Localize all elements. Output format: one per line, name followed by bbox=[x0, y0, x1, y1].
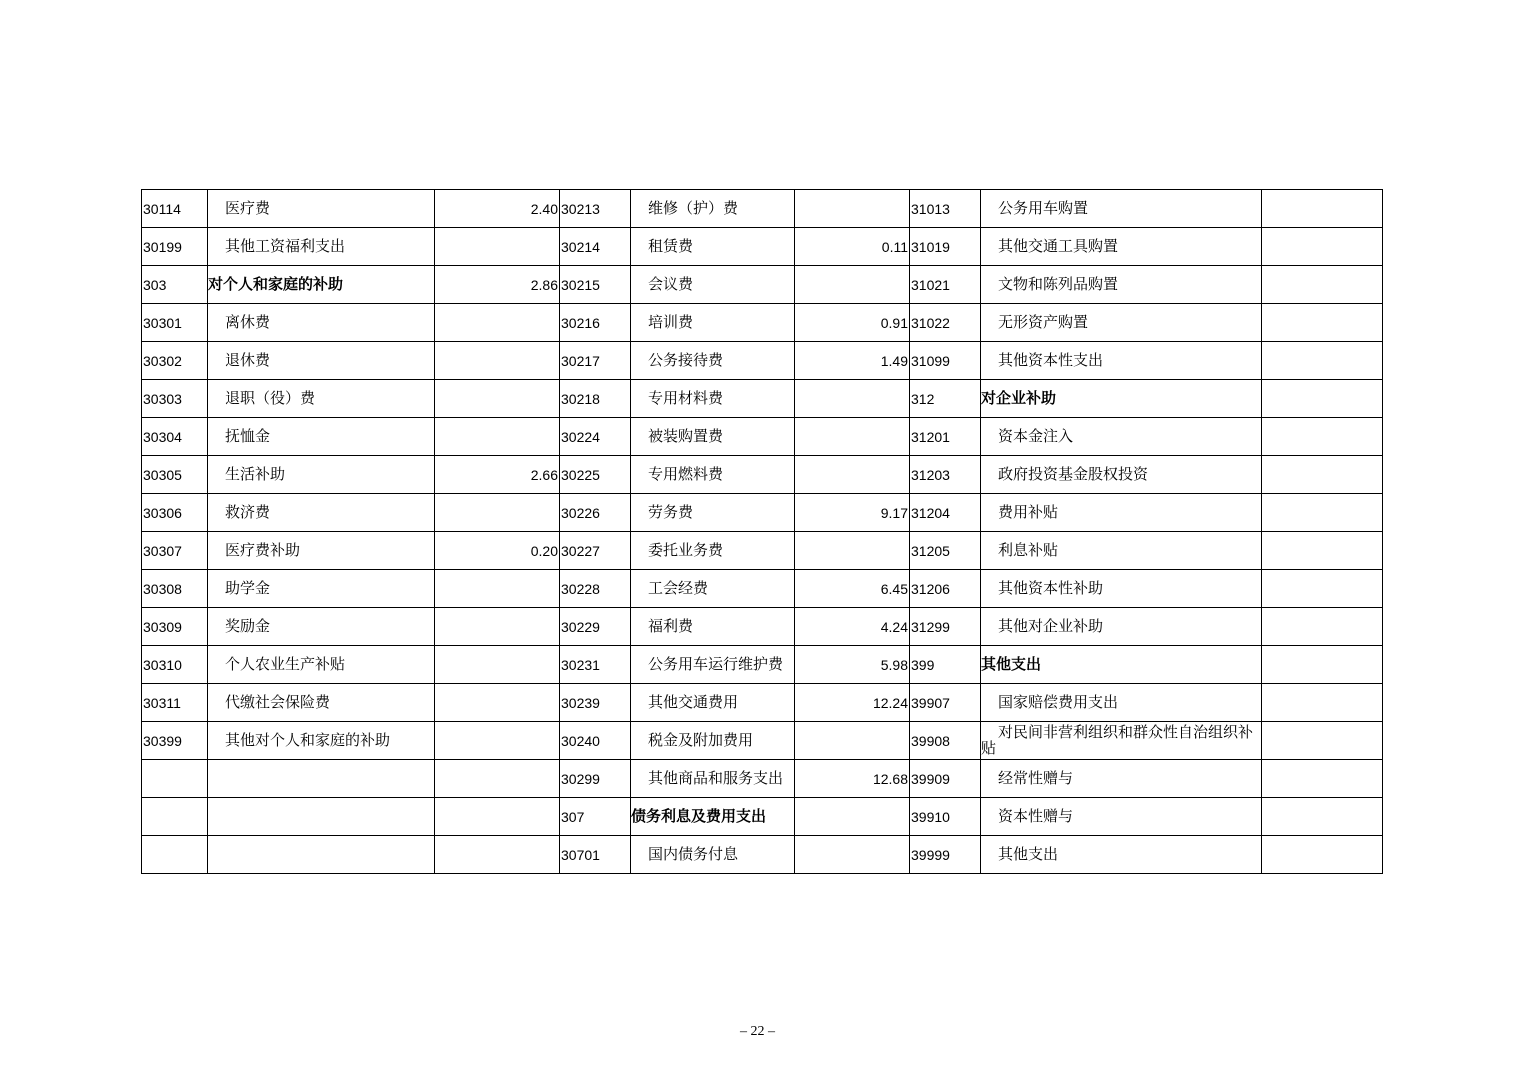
page-number: – 22 – bbox=[740, 1024, 775, 1039]
cell-name: 委托业务费 bbox=[631, 532, 795, 570]
cell-amount: 12.24 bbox=[795, 684, 910, 722]
cell-name: 资本性赠与 bbox=[981, 798, 1262, 836]
cell-code: 30311 bbox=[142, 684, 208, 722]
cell-code: 31299 bbox=[910, 608, 981, 646]
cell-amount: 5.98 bbox=[795, 646, 910, 684]
cell-code: 30299 bbox=[560, 760, 631, 798]
cell-code: 39999 bbox=[910, 836, 981, 874]
cell-name: 退职（役）费 bbox=[208, 380, 435, 418]
cell-name: 利息补贴 bbox=[981, 532, 1262, 570]
cell-code: 30310 bbox=[142, 646, 208, 684]
cell-amount bbox=[795, 266, 910, 304]
cell-code: 31021 bbox=[910, 266, 981, 304]
cell-amount: 0.91 bbox=[795, 304, 910, 342]
table-row bbox=[142, 418, 1383, 456]
cell-amount bbox=[1262, 494, 1383, 532]
cell-name: 劳务费 bbox=[631, 494, 795, 532]
cell-name: 其他交通费用 bbox=[631, 684, 795, 722]
cell-amount bbox=[435, 760, 560, 798]
cell-code bbox=[142, 836, 208, 874]
cell-code: 30231 bbox=[560, 646, 631, 684]
cell-amount: 1.49 bbox=[795, 342, 910, 380]
cell-amount: 0.11 bbox=[795, 228, 910, 266]
cell-name: 公务用车购置 bbox=[981, 190, 1262, 228]
cell-amount: 2.40 bbox=[435, 190, 560, 228]
cell-name: 助学金 bbox=[208, 570, 435, 608]
cell-name: 租赁费 bbox=[631, 228, 795, 266]
cell-code: 30114 bbox=[142, 190, 208, 228]
cell-amount bbox=[435, 798, 560, 836]
cell-code bbox=[142, 760, 208, 798]
cell-code: 39910 bbox=[910, 798, 981, 836]
table-row bbox=[142, 304, 1383, 342]
table-row bbox=[142, 836, 1383, 874]
cell-name: 税金及附加费用 bbox=[631, 722, 795, 760]
cell-amount bbox=[435, 722, 560, 760]
cell-code: 30309 bbox=[142, 608, 208, 646]
cell-amount bbox=[1262, 190, 1383, 228]
cell-amount: 2.86 bbox=[435, 266, 560, 304]
cell-amount bbox=[435, 228, 560, 266]
cell-name: 公务接待费 bbox=[631, 342, 795, 380]
cell-amount: 6.45 bbox=[795, 570, 910, 608]
cell-code: 30302 bbox=[142, 342, 208, 380]
cell-amount bbox=[1262, 570, 1383, 608]
cell-name: 其他商品和服务支出 bbox=[631, 760, 795, 798]
cell-amount bbox=[435, 646, 560, 684]
cell-name: 其他对企业补助 bbox=[981, 608, 1262, 646]
cell-name: 医疗费补助 bbox=[208, 532, 435, 570]
cell-amount bbox=[1262, 608, 1383, 646]
table-row bbox=[142, 722, 1383, 760]
cell-name bbox=[208, 836, 435, 874]
cell-name: 其他工资福利支出 bbox=[208, 228, 435, 266]
cell-amount bbox=[795, 836, 910, 874]
cell-name: 资本金注入 bbox=[981, 418, 1262, 456]
cell-name: 政府投资基金股权投资 bbox=[981, 456, 1262, 494]
cell-name: 对个人和家庭的补助 bbox=[208, 266, 435, 304]
cell-code: 30701 bbox=[560, 836, 631, 874]
cell-amount: 4.24 bbox=[795, 608, 910, 646]
cell-amount bbox=[795, 722, 910, 760]
cell-code: 30305 bbox=[142, 456, 208, 494]
cell-code: 30307 bbox=[142, 532, 208, 570]
cell-amount bbox=[435, 608, 560, 646]
cell-code: 30217 bbox=[560, 342, 631, 380]
cell-amount bbox=[435, 380, 560, 418]
cell-name: 对企业补助 bbox=[981, 380, 1262, 418]
cell-code: 30399 bbox=[142, 722, 208, 760]
cell-amount bbox=[435, 836, 560, 874]
cell-name: 其他资本性支出 bbox=[981, 342, 1262, 380]
table-row bbox=[142, 798, 1383, 836]
cell-code: 31204 bbox=[910, 494, 981, 532]
cell-amount bbox=[1262, 646, 1383, 684]
cell-name: 其他支出 bbox=[981, 836, 1262, 874]
table-row bbox=[142, 646, 1383, 684]
cell-name: 奖励金 bbox=[208, 608, 435, 646]
cell-code: 31206 bbox=[910, 570, 981, 608]
cell-code: 30225 bbox=[560, 456, 631, 494]
table-row bbox=[142, 190, 1383, 228]
cell-name: 其他支出 bbox=[981, 646, 1262, 684]
cell-code: 30214 bbox=[560, 228, 631, 266]
cell-amount bbox=[1262, 380, 1383, 418]
table-row bbox=[142, 380, 1383, 418]
table-row bbox=[142, 494, 1383, 532]
cell-amount bbox=[435, 494, 560, 532]
cell-name: 退休费 bbox=[208, 342, 435, 380]
cell-code: 31205 bbox=[910, 532, 981, 570]
cell-amount bbox=[1262, 342, 1383, 380]
table-row bbox=[142, 266, 1383, 304]
table-row bbox=[142, 684, 1383, 722]
cell-amount bbox=[1262, 836, 1383, 874]
cell-code: 30215 bbox=[560, 266, 631, 304]
cell-code: 31013 bbox=[910, 190, 981, 228]
cell-code: 31203 bbox=[910, 456, 981, 494]
table-row bbox=[142, 228, 1383, 266]
cell-code: 39908 bbox=[910, 722, 981, 760]
cell-name: 费用补贴 bbox=[981, 494, 1262, 532]
cell-code: 39907 bbox=[910, 684, 981, 722]
cell-amount bbox=[795, 190, 910, 228]
cell-name: 专用燃料费 bbox=[631, 456, 795, 494]
cell-code: 30199 bbox=[142, 228, 208, 266]
cell-name: 其他对个人和家庭的补助 bbox=[208, 722, 435, 760]
cell-name: 会议费 bbox=[631, 266, 795, 304]
cell-code: 30213 bbox=[560, 190, 631, 228]
cell-name: 工会经费 bbox=[631, 570, 795, 608]
cell-code: 30301 bbox=[142, 304, 208, 342]
cell-code: 30306 bbox=[142, 494, 208, 532]
cell-name: 其他交通工具购置 bbox=[981, 228, 1262, 266]
cell-name: 债务利息及费用支出 bbox=[631, 798, 795, 836]
expenditure-table bbox=[141, 189, 1383, 874]
cell-amount bbox=[1262, 456, 1383, 494]
table-row bbox=[142, 570, 1383, 608]
cell-amount bbox=[435, 304, 560, 342]
cell-code: 30227 bbox=[560, 532, 631, 570]
cell-amount: 12.68 bbox=[795, 760, 910, 798]
cell-name: 国家赔偿费用支出 bbox=[981, 684, 1262, 722]
cell-code: 399 bbox=[910, 646, 981, 684]
cell-code: 30228 bbox=[560, 570, 631, 608]
cell-amount bbox=[435, 570, 560, 608]
table-row bbox=[142, 342, 1383, 380]
cell-amount bbox=[1262, 532, 1383, 570]
cell-amount bbox=[1262, 684, 1383, 722]
table-row bbox=[142, 532, 1383, 570]
table-row bbox=[142, 608, 1383, 646]
cell-name: 抚恤金 bbox=[208, 418, 435, 456]
cell-name: 国内债务付息 bbox=[631, 836, 795, 874]
cell-name: 救济费 bbox=[208, 494, 435, 532]
cell-amount bbox=[435, 684, 560, 722]
cell-code: 30224 bbox=[560, 418, 631, 456]
cell-amount bbox=[1262, 760, 1383, 798]
cell-name: 其他资本性补助 bbox=[981, 570, 1262, 608]
cell-name: 文物和陈列品购置 bbox=[981, 266, 1262, 304]
cell-name: 无形资产购置 bbox=[981, 304, 1262, 342]
cell-code: 312 bbox=[910, 380, 981, 418]
table-body bbox=[142, 190, 1383, 874]
cell-amount bbox=[795, 418, 910, 456]
cell-amount bbox=[795, 798, 910, 836]
cell-name: 专用材料费 bbox=[631, 380, 795, 418]
cell-name: 福利费 bbox=[631, 608, 795, 646]
cell-amount: 2.66 bbox=[435, 456, 560, 494]
cell-amount bbox=[1262, 228, 1383, 266]
cell-code: 30304 bbox=[142, 418, 208, 456]
cell-code: 31019 bbox=[910, 228, 981, 266]
cell-name: 生活补助 bbox=[208, 456, 435, 494]
cell-name: 经常性赠与 bbox=[981, 760, 1262, 798]
cell-amount bbox=[435, 342, 560, 380]
cell-name: 维修（护）费 bbox=[631, 190, 795, 228]
cell-code: 31099 bbox=[910, 342, 981, 380]
cell-code: 30216 bbox=[560, 304, 631, 342]
cell-amount: 9.17 bbox=[795, 494, 910, 532]
cell-name: 被装购置费 bbox=[631, 418, 795, 456]
table-row bbox=[142, 760, 1383, 798]
cell-name: 离休费 bbox=[208, 304, 435, 342]
cell-amount bbox=[1262, 304, 1383, 342]
cell-amount bbox=[795, 380, 910, 418]
cell-code: 303 bbox=[142, 266, 208, 304]
cell-code: 31022 bbox=[910, 304, 981, 342]
cell-amount bbox=[1262, 798, 1383, 836]
cell-code: 30240 bbox=[560, 722, 631, 760]
cell-name: 培训费 bbox=[631, 304, 795, 342]
cell-name bbox=[208, 760, 435, 798]
cell-code: 30303 bbox=[142, 380, 208, 418]
cell-code: 30218 bbox=[560, 380, 631, 418]
cell-name: 代缴社会保险费 bbox=[208, 684, 435, 722]
cell-code: 30239 bbox=[560, 684, 631, 722]
cell-amount bbox=[1262, 266, 1383, 304]
cell-code: 30229 bbox=[560, 608, 631, 646]
table-row bbox=[142, 456, 1383, 494]
cell-code: 307 bbox=[560, 798, 631, 836]
cell-code bbox=[142, 798, 208, 836]
cell-code: 30226 bbox=[560, 494, 631, 532]
cell-amount bbox=[1262, 722, 1383, 760]
cell-name bbox=[208, 798, 435, 836]
cell-name: 对民间非营利组织和群众性自治组织补贴 bbox=[981, 722, 1262, 760]
cell-code: 39909 bbox=[910, 760, 981, 798]
cell-name: 个人农业生产补贴 bbox=[208, 646, 435, 684]
cell-name: 公务用车运行维护费 bbox=[631, 646, 795, 684]
cell-amount bbox=[795, 532, 910, 570]
cell-amount bbox=[795, 456, 910, 494]
cell-amount bbox=[435, 418, 560, 456]
cell-amount bbox=[1262, 418, 1383, 456]
cell-code: 30308 bbox=[142, 570, 208, 608]
cell-name: 医疗费 bbox=[208, 190, 435, 228]
cell-code: 31201 bbox=[910, 418, 981, 456]
cell-amount: 0.20 bbox=[435, 532, 560, 570]
